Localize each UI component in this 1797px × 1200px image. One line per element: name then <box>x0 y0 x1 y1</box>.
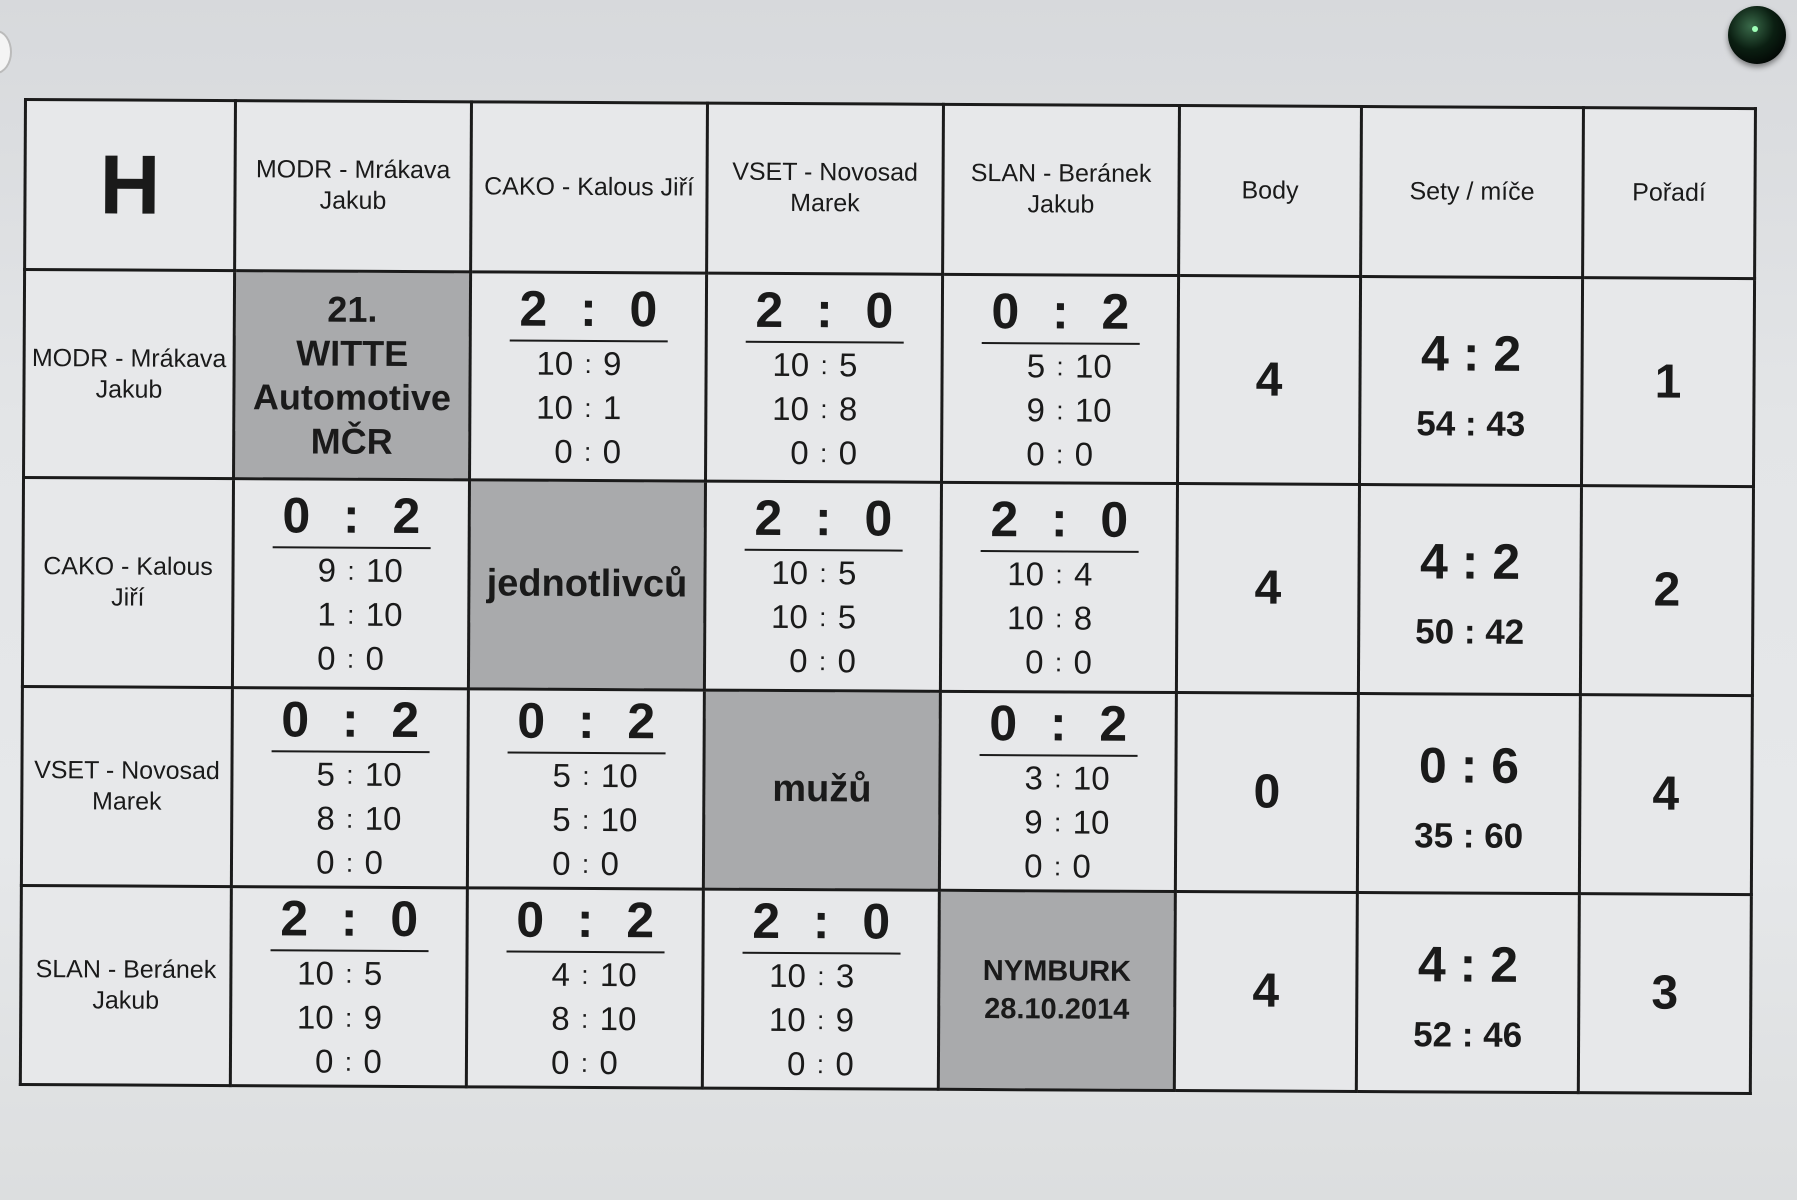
pushpin-icon <box>1728 6 1786 64</box>
rank-cell: 1 <box>1581 278 1754 487</box>
game-separator: : <box>346 803 354 834</box>
game-points-for: 9 <box>1024 802 1043 840</box>
column-header-sets-balls: Sety / míče <box>1361 107 1584 278</box>
row-header-player: SLAN - Beránek Jakub <box>20 885 231 1085</box>
venue-date-line: 28.10.2014 <box>984 992 1130 1026</box>
game-score <box>276 592 426 637</box>
game-points-against: 0 <box>1073 643 1093 681</box>
diagonal-cell <box>938 890 1175 1090</box>
game-points-for: 1 <box>317 595 336 633</box>
game-separator: : <box>1055 438 1064 469</box>
column-header-player: MODR - Mrákava Jakub <box>235 101 472 272</box>
game-points-against: 9 <box>363 998 383 1036</box>
game-score <box>510 841 660 886</box>
diagonal-cell <box>703 690 940 890</box>
tournament-title-line: WITTE <box>296 331 409 374</box>
sets-ratio: 4 : 2 <box>1421 324 1522 382</box>
game-points-for: 9 <box>317 551 337 589</box>
set-separator: : <box>1050 491 1068 548</box>
sets-won: 2 <box>519 280 548 337</box>
game-score <box>748 551 898 596</box>
sets-lost: 2 <box>626 892 655 949</box>
game-score <box>274 951 424 996</box>
game-separator: : <box>584 392 592 423</box>
match-cell <box>706 273 943 483</box>
game-separator: : <box>345 958 353 989</box>
pushpin-left <box>0 30 12 74</box>
game-points-for: 10 <box>296 998 334 1036</box>
game-score <box>747 639 897 684</box>
game-score <box>983 756 1133 801</box>
game-separator: : <box>816 1049 825 1080</box>
game-separator: : <box>1054 647 1063 678</box>
match-cell <box>940 483 1177 693</box>
game-score <box>275 636 425 681</box>
game-score <box>748 595 898 640</box>
sets-lost: 2 <box>392 487 421 544</box>
set-separator: : <box>814 490 832 547</box>
game-points-against: 0 <box>365 639 385 677</box>
game-score <box>511 753 661 798</box>
match-set-score <box>981 282 1139 345</box>
sets-won: 0 <box>282 487 311 544</box>
sets-won: 2 <box>754 489 783 546</box>
game-separator: : <box>346 643 355 674</box>
game-points-against: 0 <box>363 1042 382 1080</box>
table-row <box>22 478 1753 695</box>
row-header-player: CAKO - Kalous Jiří <box>22 478 233 687</box>
game-score <box>749 342 899 387</box>
game-separator: : <box>583 436 592 467</box>
game-score <box>274 840 424 885</box>
game-points-against: 9 <box>835 1001 855 1039</box>
rank-cell: 2 <box>1580 486 1753 695</box>
game-points-for: 10 <box>772 345 810 383</box>
game-points-for: 0 <box>1026 434 1045 472</box>
match-set-score <box>272 486 430 549</box>
table-row <box>21 686 1752 894</box>
game-points-against: 0 <box>1072 847 1091 885</box>
match-cell <box>939 691 1176 891</box>
set-separator: : <box>1051 282 1069 340</box>
game-score <box>510 952 660 997</box>
game-score <box>985 432 1135 477</box>
match-cell <box>231 687 468 887</box>
match-cell <box>941 274 1178 484</box>
column-header-player: VSET - Novosad Marek <box>707 103 944 274</box>
game-points-for: 10 <box>772 389 809 427</box>
points-cell: 4 <box>1174 891 1357 1091</box>
row-header-player: VSET - Novosad Marek <box>21 686 232 886</box>
match-set-score <box>507 691 665 754</box>
sets-lost: 0 <box>862 893 891 950</box>
game-points-for: 0 <box>316 843 335 881</box>
match-cell <box>232 479 469 689</box>
game-points-for: 5 <box>552 756 572 794</box>
game-points-against: 10 <box>364 755 402 793</box>
game-score <box>511 797 661 842</box>
game-points-for: 10 <box>768 1000 806 1038</box>
game-score <box>746 998 896 1043</box>
game-score <box>509 1040 659 1085</box>
game-score <box>746 954 896 999</box>
game-points-against: 8 <box>838 389 858 427</box>
game-points-against: 8 <box>1073 599 1093 637</box>
game-separator: : <box>1054 763 1062 794</box>
sets-won: 2 <box>280 890 309 947</box>
game-score <box>513 341 663 386</box>
tournament-title-line: MČR <box>310 420 393 462</box>
game-score <box>273 1039 423 1084</box>
game-points-for: 4 <box>551 955 571 993</box>
game-score <box>983 800 1133 845</box>
game-separator: : <box>346 759 354 790</box>
set-separator: : <box>812 893 830 950</box>
game-points-against: 5 <box>363 954 383 992</box>
game-points-against: 10 <box>1072 803 1110 841</box>
game-points-for: 0 <box>789 641 808 679</box>
game-score <box>510 996 660 1041</box>
game-points-against: 10 <box>599 999 637 1038</box>
sets-lost: 0 <box>1100 491 1129 548</box>
sets-lost: 0 <box>865 281 894 339</box>
set-separator: : <box>577 692 595 749</box>
set-separator: : <box>1049 695 1067 752</box>
game-separator: : <box>1055 559 1063 590</box>
game-score <box>513 385 663 430</box>
game-separator: : <box>820 349 828 380</box>
game-points-against: 10 <box>365 595 403 633</box>
game-points-for: 10 <box>1006 599 1044 637</box>
game-separator: : <box>1056 394 1064 425</box>
balls-ratio: 52 : 46 <box>1413 1015 1523 1055</box>
game-points-for: 0 <box>315 1042 334 1080</box>
game-points-against: 9 <box>603 344 622 382</box>
match-cell <box>702 889 939 1089</box>
sets-lost: 2 <box>1101 283 1130 340</box>
column-header-rank: Pořadí <box>1583 108 1756 279</box>
game-separator: : <box>1055 603 1063 634</box>
sets-lost: 2 <box>627 692 656 749</box>
sets-won: 2 <box>990 490 1019 548</box>
game-points-for: 5 <box>316 755 336 793</box>
match-set-score <box>271 690 429 753</box>
sets-won: 2 <box>752 892 781 949</box>
sets-ratio: 0 : 6 <box>1418 736 1520 794</box>
venue-date-line: NYMBURK <box>982 954 1132 988</box>
game-points-against: 4 <box>1073 555 1093 593</box>
balls-ratio: 54 : 43 <box>1416 403 1526 444</box>
game-separator: : <box>1054 807 1062 838</box>
game-score <box>275 752 425 797</box>
sets-won: 0 <box>517 692 546 749</box>
game-points-against: 1 <box>602 388 622 426</box>
game-points-for: 5 <box>1026 346 1046 384</box>
table-row <box>24 269 1755 486</box>
rank-cell: 3 <box>1578 893 1751 1093</box>
diagonal-cell <box>234 270 471 480</box>
game-score <box>745 1042 895 1087</box>
game-score <box>274 995 424 1040</box>
sets-won: 0 <box>991 282 1020 339</box>
game-points-for: 0 <box>790 433 809 471</box>
game-separator: : <box>819 558 827 589</box>
game-points-for: 10 <box>771 553 809 591</box>
game-points-for: 0 <box>551 1043 570 1081</box>
set-separator: : <box>815 281 833 338</box>
game-separator: : <box>1056 350 1064 381</box>
game-points-for: 5 <box>552 800 571 838</box>
game-points-against: 3 <box>835 957 855 995</box>
match-cell <box>470 272 707 482</box>
game-points-against: 0 <box>364 843 383 881</box>
game-score <box>275 796 425 841</box>
column-header-player: SLAN - Beránek Jakub <box>943 104 1180 275</box>
game-separator: : <box>584 348 592 379</box>
game-separator: : <box>819 437 828 468</box>
game-points-for: 0 <box>552 844 571 882</box>
game-score <box>749 430 899 475</box>
category-label: jednotlivců <box>486 562 688 606</box>
match-set-score <box>979 694 1137 757</box>
match-set-score <box>509 279 667 342</box>
game-separator: : <box>344 1046 353 1077</box>
game-score <box>982 844 1132 889</box>
game-points-against: 0 <box>600 844 619 882</box>
game-points-for: 0 <box>554 432 573 470</box>
sets-won: 2 <box>755 281 784 338</box>
game-score <box>276 548 426 593</box>
sets-balls-cell <box>1358 485 1581 694</box>
game-points-against: 0 <box>838 433 858 471</box>
sets-won: 0 <box>281 691 310 748</box>
sets-balls-cell <box>1357 693 1580 893</box>
balls-ratio: 50 : 42 <box>1415 612 1525 652</box>
match-cell <box>466 888 703 1088</box>
rank-cell: 4 <box>1579 694 1752 894</box>
sets-lost: 2 <box>391 691 420 748</box>
game-score <box>513 429 663 474</box>
game-points-against: 0 <box>1074 435 1094 473</box>
game-score <box>984 596 1134 641</box>
diagonal-cell <box>468 480 705 690</box>
game-points-for: 10 <box>1007 555 1045 593</box>
game-points-against: 10 <box>1072 759 1110 797</box>
row-header-player: MODR - Mrákava Jakub <box>24 269 235 478</box>
game-points-for: 10 <box>770 597 808 635</box>
game-separator: : <box>344 1002 353 1033</box>
sets-won: 0 <box>989 694 1018 751</box>
game-points-against: 5 <box>839 345 858 383</box>
game-separator: : <box>819 602 827 633</box>
points-cell: 0 <box>1175 692 1358 892</box>
sets-balls-cell <box>1356 892 1579 1092</box>
sets-lost: 0 <box>390 890 419 947</box>
sets-lost: 2 <box>1099 695 1128 752</box>
category-label: mužů <box>772 768 872 811</box>
game-points-for: 0 <box>317 639 336 677</box>
game-points-for: 0 <box>1024 846 1043 884</box>
game-separator: : <box>816 1005 825 1036</box>
table-row <box>20 885 1751 1093</box>
group-label: H <box>25 100 236 271</box>
game-separator: : <box>347 599 355 630</box>
game-points-against: 10 <box>1075 347 1112 385</box>
game-points-against: 0 <box>837 642 857 680</box>
game-points-for: 10 <box>297 954 335 992</box>
match-cell <box>230 886 467 1086</box>
tournament-title-line: 21. <box>327 288 378 330</box>
game-separator: : <box>580 1003 589 1034</box>
sets-lost: 0 <box>629 280 658 337</box>
game-separator: : <box>581 959 589 990</box>
game-separator: : <box>347 555 355 586</box>
column-header-points: Body <box>1179 106 1362 277</box>
game-points-for: 10 <box>536 388 573 426</box>
game-points-for: 10 <box>536 344 574 382</box>
game-points-against: 10 <box>1074 391 1112 429</box>
match-cell <box>704 481 941 691</box>
set-separator: : <box>341 691 359 748</box>
match-cell <box>467 688 704 888</box>
game-points-for: 0 <box>786 1044 806 1082</box>
game-points-against: 0 <box>602 432 622 470</box>
sets-lost: 0 <box>864 490 893 547</box>
game-points-against: 10 <box>600 756 638 794</box>
game-separator: : <box>582 760 590 791</box>
game-points-against: 5 <box>837 554 857 592</box>
game-score <box>985 344 1135 389</box>
game-separator: : <box>817 961 825 992</box>
game-points-against: 10 <box>600 800 638 838</box>
set-separator: : <box>340 890 358 947</box>
game-points-for: 8 <box>551 999 570 1037</box>
points-cell: 4 <box>1176 484 1359 693</box>
game-points-against: 10 <box>365 551 403 589</box>
match-set-score <box>742 892 900 955</box>
tournament-title-line: Automotive <box>252 375 452 418</box>
game-separator: : <box>345 847 354 878</box>
sets-ratio: 4 : 2 <box>1417 936 1519 993</box>
match-set-score <box>980 490 1138 553</box>
points-cell: 4 <box>1177 275 1360 484</box>
game-points-against: 10 <box>599 955 637 994</box>
game-separator: : <box>818 646 827 677</box>
sets-balls-cell <box>1359 276 1582 485</box>
game-score <box>984 552 1134 597</box>
game-points-against: 10 <box>364 799 402 837</box>
game-separator: : <box>820 393 828 424</box>
game-score <box>749 386 899 431</box>
sets-won: 0 <box>516 891 545 948</box>
match-set-score <box>745 280 903 343</box>
game-separator: : <box>1053 851 1062 882</box>
match-set-score <box>270 889 428 952</box>
results-table <box>19 98 1757 1095</box>
set-separator: : <box>342 487 360 544</box>
game-separator: : <box>581 848 590 879</box>
game-points-for: 0 <box>1025 643 1044 681</box>
game-points-for: 10 <box>769 956 807 994</box>
set-separator: : <box>576 891 594 948</box>
match-set-score <box>744 489 902 552</box>
column-header-player: CAKO - Kalous Jiří <box>471 102 708 273</box>
set-separator: : <box>579 280 597 337</box>
game-points-against: 5 <box>837 598 857 636</box>
game-points-for: 8 <box>316 799 335 837</box>
header-row <box>25 100 1756 279</box>
game-score <box>983 640 1133 685</box>
game-points-against: 0 <box>835 1045 854 1083</box>
sets-ratio: 4 : 2 <box>1419 533 1521 590</box>
game-score <box>985 388 1135 433</box>
game-points-for: 9 <box>1026 390 1045 428</box>
game-separator: : <box>580 1047 589 1078</box>
balls-ratio: 35 : 60 <box>1414 815 1524 856</box>
game-separator: : <box>582 804 590 835</box>
match-set-score <box>506 890 664 953</box>
game-points-against: 0 <box>599 1043 618 1081</box>
game-points-for: 3 <box>1024 758 1044 797</box>
